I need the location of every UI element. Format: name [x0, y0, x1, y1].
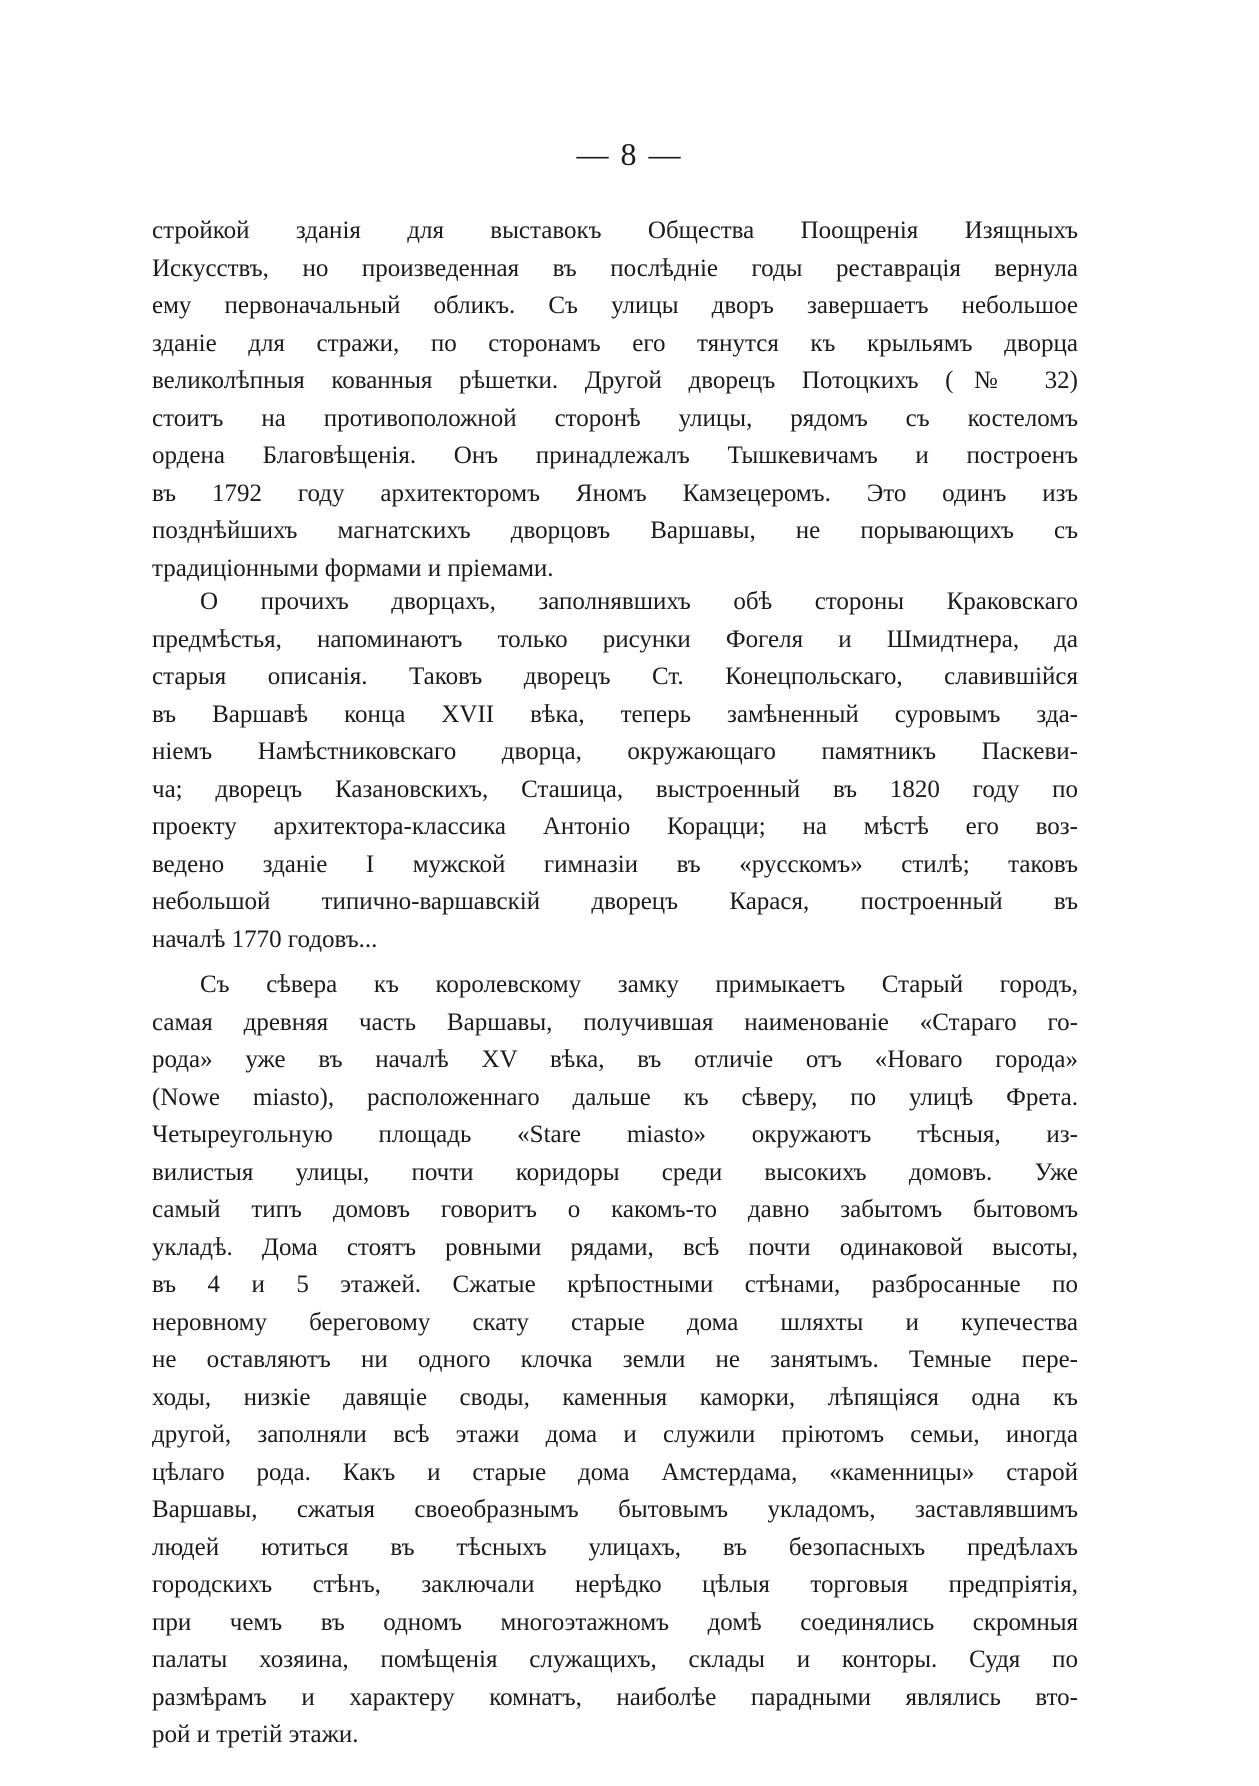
- text-line: рода» уже въ началѣ XV вѣка, въ отличіе отъ «Новаго города»: [152, 1046, 1078, 1073]
- text-line: Искусствъ, но произведенная въ послѣдніе годы реставрація вернула: [152, 254, 1078, 282]
- text-line: цѣлаго рода. Какъ и старые дома Амстердама, «каменницы» старой: [152, 1458, 1078, 1486]
- text-line: ходы, низкіе давящіе своды, каменныя каморки, лѣпящіяся одна къ: [152, 1383, 1078, 1411]
- text-line: городскихъ стѣнъ, заключали нерѣдко цѣлыя торговыя предпріятія,: [152, 1571, 1078, 1598]
- page-number: — 8 —: [576, 136, 683, 172]
- text-line: вилистыя улицы, почти коридоры среди высокихъ домовъ. Уже: [152, 1158, 1078, 1186]
- text-line: рой и третій этажи.: [152, 1721, 359, 1748]
- paragraph-1: [152, 212, 1078, 587]
- paragraph-3: [152, 966, 1078, 1754]
- text-line: въ 4 и 5 этажей. Сжатые крѣпостными стѣнами, разбросанные по: [152, 1271, 1078, 1298]
- paragraph-2: [152, 583, 1078, 958]
- text-line: О прочихъ дворцахъ, заполнявшихъ обѣ стороны Краковскаго: [200, 588, 1078, 615]
- text-line: ча; дворецъ Казановскихъ, Сташица, выстроенный въ 1820 году по: [152, 775, 1078, 803]
- text-line: стоитъ на противоположной сторонѣ улицы, рядомъ съ костеломъ: [152, 404, 1078, 432]
- text-line: зданіе для стражи, по сторонамъ его тянутся къ крыльямъ дворца: [152, 329, 1078, 357]
- text-line: (Nowe miasto), расположеннаго дальше къ сѣверу, по улицѣ Фрета.: [152, 1083, 1078, 1111]
- text-line: людей ютиться въ тѣсныхъ улицахъ, въ безопасныхъ предѣлахъ: [152, 1533, 1078, 1561]
- text-line: не оставляютъ ни одного клочка земли не занятымъ. Темные пере-: [152, 1346, 1078, 1373]
- text-line: старыя описанія. Таковъ дворецъ Ст. Конецпольскаго, славившійся: [152, 663, 1078, 690]
- text-line: въ 1792 году архитекторомъ Яномъ Камзецеромъ. Это одинъ изъ: [152, 479, 1078, 507]
- text-line: ніемъ Намѣстниковскаго дворца, окружающаго памятникъ Паскеви-: [152, 738, 1078, 765]
- text-line: укладѣ. Дома стоятъ ровными рядами, всѣ почти одинаковой высоты,: [152, 1233, 1078, 1261]
- text-line: Варшавы, сжатыя своеобразнымъ бытовымъ укладомъ, заставлявшимъ: [152, 1496, 1078, 1523]
- text-line: при чемъ въ одномъ многоэтажномъ домѣ соединялись скромныя: [152, 1608, 1078, 1636]
- text-line: Четыреугольную площадь «Stare miasto» окружаютъ тѣсныя, из-: [152, 1121, 1078, 1148]
- text-line: позднѣйшихъ магнатскихъ дворцовъ Варшавы, не порывающихъ съ: [152, 517, 1078, 544]
- text-line: стройкой зданія для выставокъ Общества Поощренія Изящныхъ: [152, 217, 1078, 244]
- text-line: Съ сѣвера къ королевскому замку примыкаетъ Старый городъ,: [200, 971, 1078, 998]
- text-line: началѣ 1770 годовъ...: [152, 925, 378, 953]
- text-line: небольшой типично-варшавскій дворецъ Карася, построенный въ: [152, 888, 1078, 915]
- text-line: великолѣпныя кованныя рѣшетки. Другой дворецъ Потоцкихъ (№ 32): [152, 367, 1078, 394]
- text-line: ордена Благовѣщенія. Онъ принадлежалъ Тышкевичамъ и построенъ: [152, 442, 1078, 469]
- text-line: другой, заполняли всѣ этажи дома и служили пріютомъ семьи, иногда: [152, 1421, 1078, 1448]
- text-line: самая древняя часть Варшавы, получившая наименованіе «Стараго го-: [152, 1008, 1078, 1036]
- text-line: палаты хозяина, помѣщенія служащихъ, склады и конторы. Судя по: [152, 1646, 1078, 1673]
- text-line: неровному береговому скату старые дома шляхты и купечества: [152, 1308, 1078, 1336]
- text-line: традиціонными формами и пріемами.: [152, 554, 554, 582]
- text-line: проекту архитектора-классика Антоніо Корацци; на мѣстѣ его воз-: [152, 813, 1078, 840]
- text-line: ведено зданіе I мужской гимназіи въ «русскомъ» стилѣ; таковъ: [152, 850, 1078, 878]
- text-line: размѣрамъ и характеру комнатъ, наиболѣе парадными являлись вто-: [152, 1683, 1078, 1711]
- text-line: предмѣстья, напоминаютъ только рисунки Фогеля и Шмидтнера, да: [152, 625, 1078, 653]
- text-line: въ Варшавѣ конца XVII вѣка, теперь замѣненный суровымъ зда-: [152, 700, 1078, 728]
- text-line: самый типъ домовъ говоритъ о какомъ-то давно забытомъ бытовомъ: [152, 1196, 1078, 1223]
- text-line: ему первоначальный обликъ. Съ улицы дворъ завершаетъ небольшое: [152, 292, 1078, 319]
